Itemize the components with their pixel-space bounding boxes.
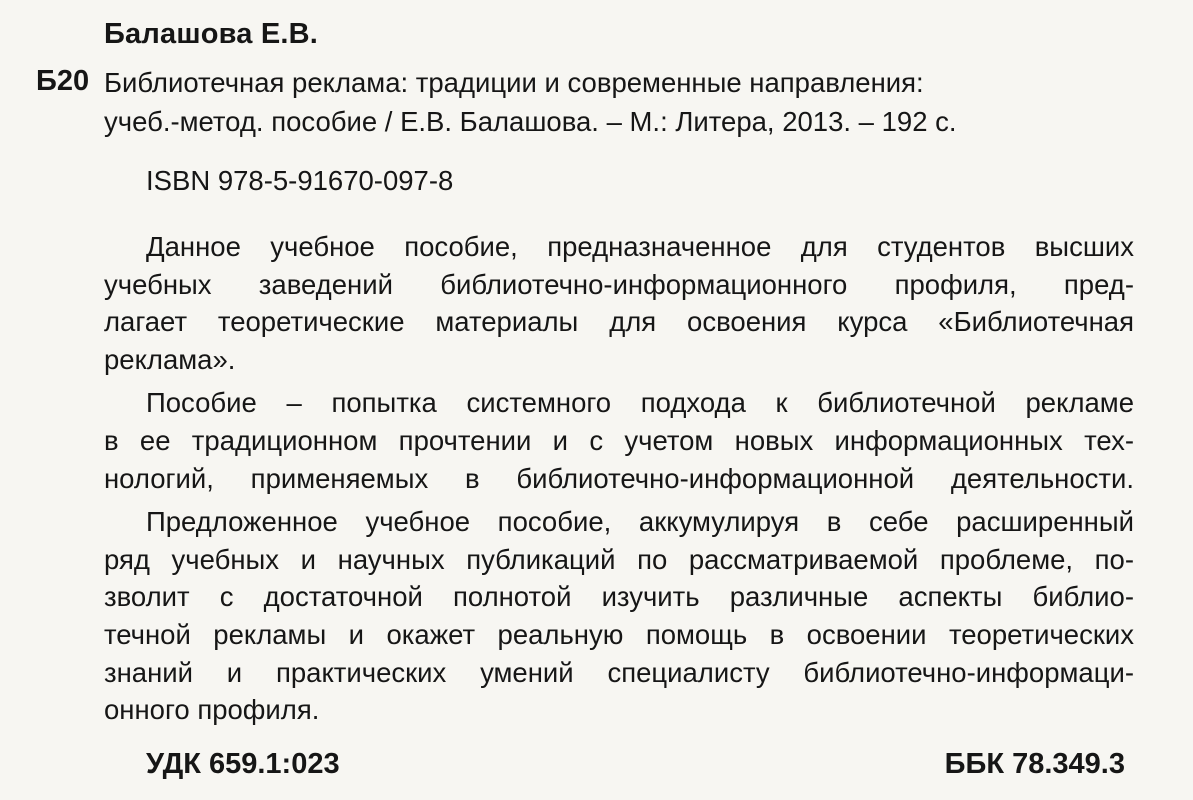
udk-index: УДК 659.1:023 xyxy=(146,748,340,780)
abstract-line: реклама». xyxy=(104,343,236,375)
abstract-line: Предложенное учебное пособие, аккумулируя в себе расширенный xyxy=(146,506,1134,538)
abstract-line: учебных заведений библиотечно-информационного профиля, пред- xyxy=(104,268,1134,300)
author-heading: Балашова Е.В. xyxy=(104,18,319,50)
abstract-paragraph xyxy=(104,228,1134,378)
abstract-line: течной рекламы и окажет реальную помощь в освоении теоретических xyxy=(104,618,1134,650)
abstract-paragraph xyxy=(104,503,1134,729)
abstract-line: Данное учебное пособие, предназначенное для студентов высших xyxy=(146,231,1134,262)
abstract-line: ряд учебных и научных публикаций по рассматриваемой проблеме, по- xyxy=(104,543,1134,575)
abstract-line: Пособие – попытка системного подхода к библиотечной рекламе xyxy=(146,387,1134,419)
bibliographic-description xyxy=(104,63,1164,141)
description-line: учеб.-метод. пособие / Е.В. Балашова. – М.: Литера, 2013. – 192 с. xyxy=(104,106,957,137)
abstract-paragraph xyxy=(104,384,1134,497)
abstract xyxy=(104,228,1134,735)
abstract-line: нологий, применяемых в библиотечно-информационной деятельности. xyxy=(104,462,1134,494)
abstract-line: онного профиля. xyxy=(104,694,320,726)
author-sign: Б20 xyxy=(36,65,90,97)
abstract-line: в ее традиционном прочтении и с учетом новых информационных тех- xyxy=(104,424,1134,456)
abstract-line: знаний и практических умений специалисту библиотечно-информаци- xyxy=(104,656,1134,688)
abstract-line: лагает теоретические материалы для освоения курса «Библиотечная xyxy=(104,306,1134,338)
description-line: Библиотечная реклама: традиции и современные направления: xyxy=(104,67,924,98)
isbn: ISBN 978-5-91670-097-8 xyxy=(146,165,454,196)
bbk-index: ББК 78.349.3 xyxy=(944,748,1125,780)
abstract-line: зволит с достаточной полнотой изучить различные аспекты библио- xyxy=(104,581,1134,613)
